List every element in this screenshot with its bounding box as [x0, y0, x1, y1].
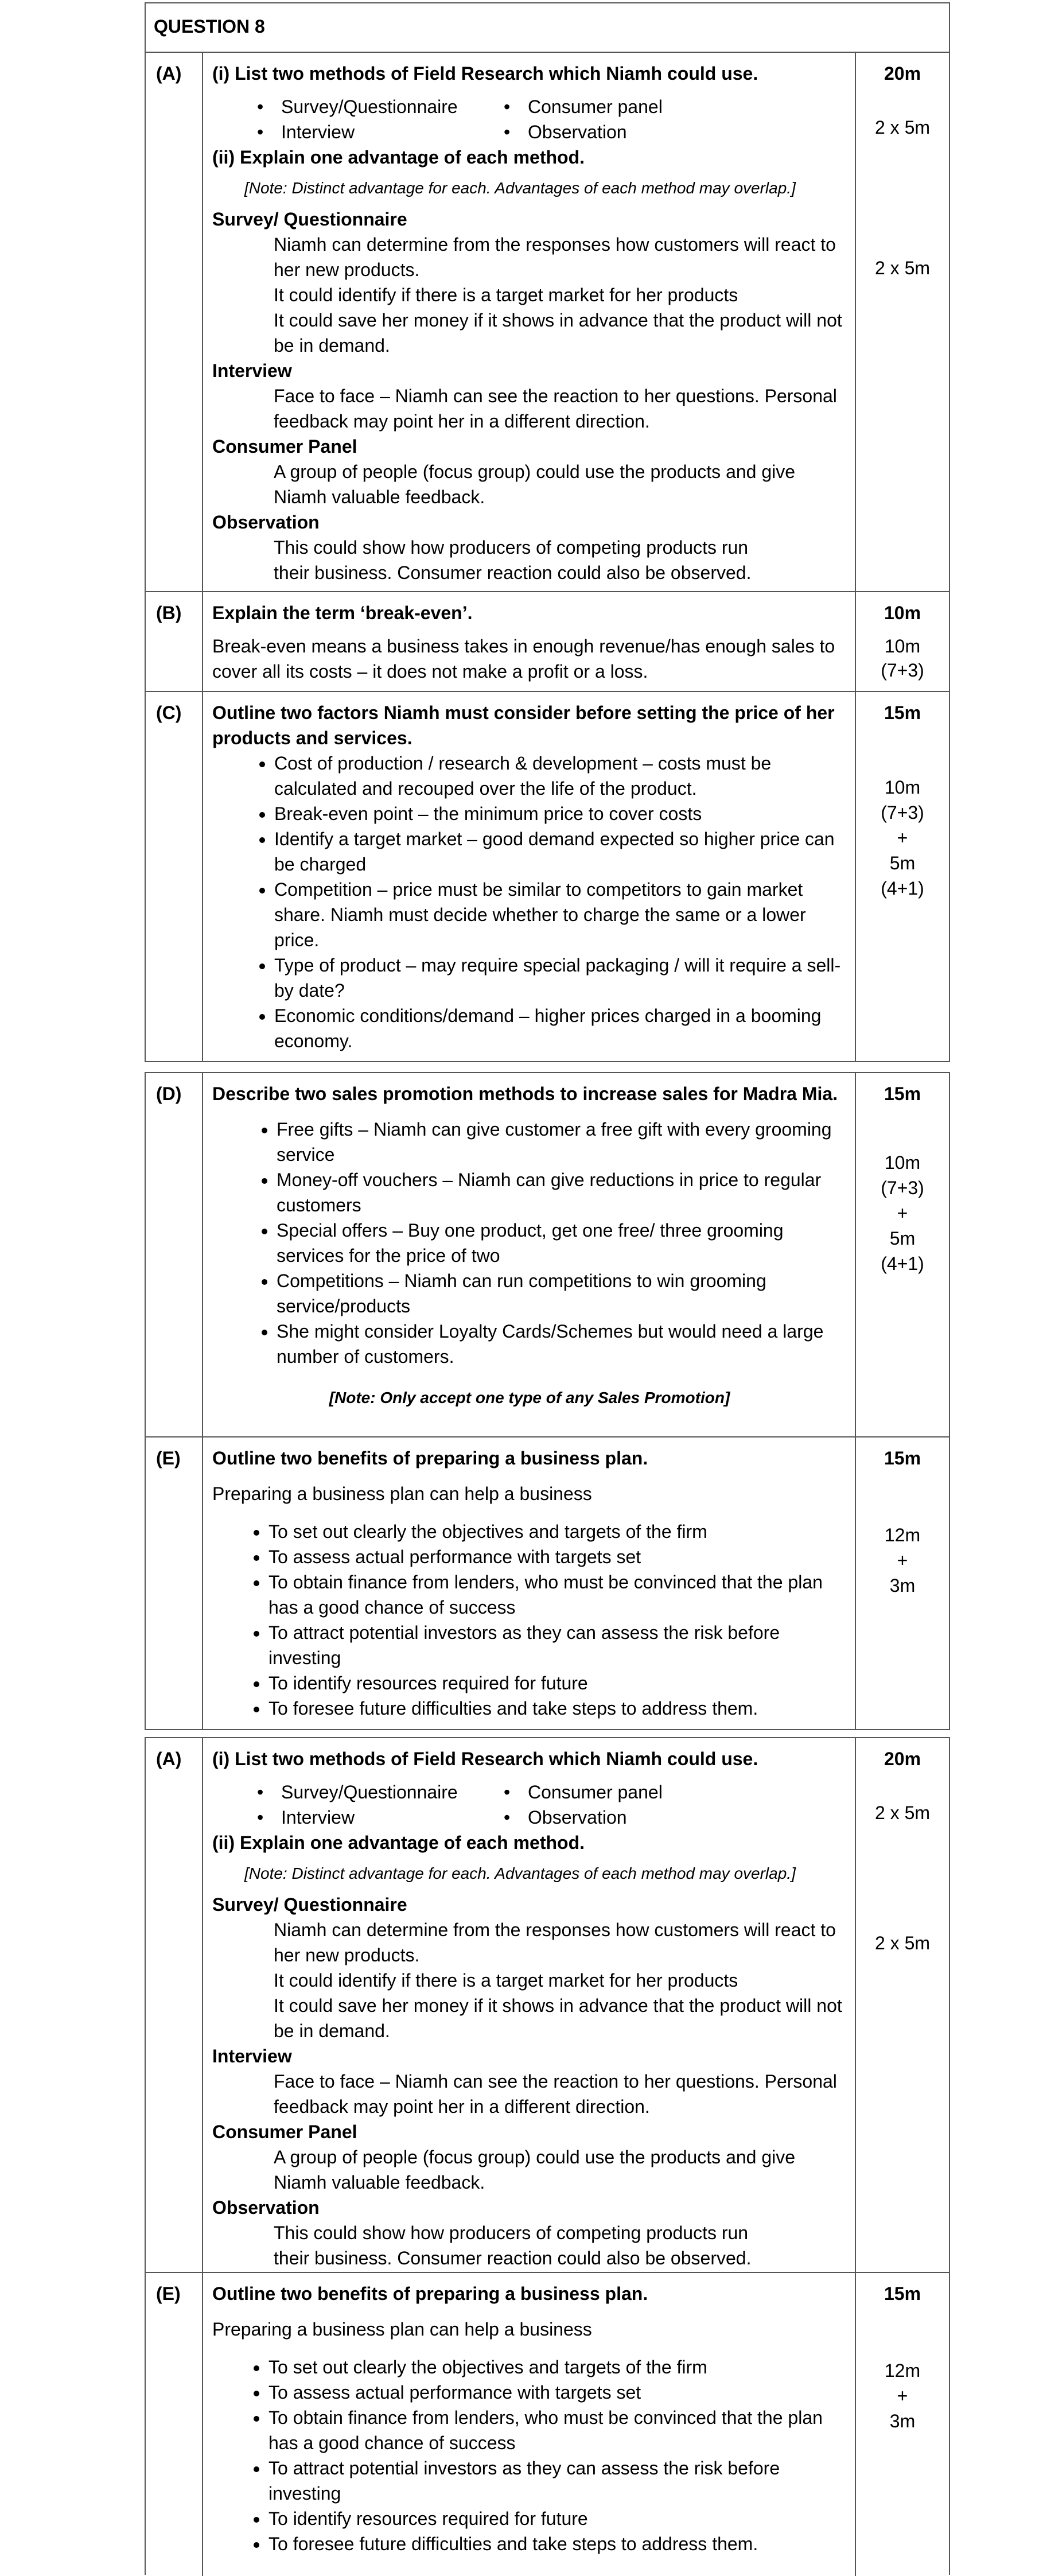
pricing-factors-list	[212, 751, 847, 1054]
method-item: • Consumer panel	[528, 1780, 775, 1805]
marks-breakdown: 5m	[889, 1228, 916, 1249]
marks-total: 20m	[884, 1749, 921, 1769]
list-item: • Economic conditions/demand – higher prices charged in a booming economy.	[274, 1003, 847, 1054]
marks-breakdown: (4+1)	[881, 1253, 924, 1274]
marks-total: 15m	[884, 702, 921, 723]
part-a-question-1: (i) List two methods of Field Research which Niamh could use.	[212, 63, 758, 84]
part-e-question: Outline two benefits of preparing a business plan.	[212, 1448, 648, 1468]
part-e-marks	[856, 2273, 949, 2576]
part-b-answer: Break-even means a business takes in enough revenue/has enough sales to cover all its costs – it does not make a profit or a loss.	[212, 636, 835, 682]
marks-breakdown: +	[897, 827, 908, 848]
marks-breakdown: 2 x 5m	[874, 1802, 931, 1823]
method-item: • Interview	[281, 1805, 528, 1830]
list-item: • Free gifts – Niamh can give customer a free gift with every grooming service	[277, 1117, 847, 1167]
marks-total: 10m	[884, 603, 921, 623]
marks-breakdown: (7+3)	[881, 802, 924, 823]
survey-heading: Survey/ Questionnaire	[212, 209, 407, 230]
part-e-marks	[856, 1437, 949, 1729]
part-d-content	[203, 1073, 856, 1436]
observation-text: This could show how producers of competing products run their business. Consumer reaction could also be observed.	[274, 537, 752, 583]
part-b-marks	[856, 592, 949, 691]
part-e-intro: Preparing a business plan can help a business	[212, 1483, 592, 1504]
marks-breakdown: 3m	[889, 1575, 916, 1596]
observation-heading: Observation	[212, 512, 320, 533]
panel-text: A group of people (focus group) could use the products and give Niamh valuable feedback.	[274, 461, 796, 507]
list-item: • Money-off vouchers – Niamh can give reductions in price to regular customers	[277, 1167, 847, 1218]
marks-total: 15m	[884, 2283, 921, 2304]
survey-line: Niamh can determine from the responses how customers will react to her new products.	[274, 234, 836, 280]
list-item: • To identify resources required for future	[268, 1670, 847, 1696]
list-item: • Type of product – may require special packaging / will it require a sell-by date?	[274, 953, 847, 1003]
marks-breakdown: 2 x 5m	[874, 117, 931, 138]
marks-breakdown: +	[897, 1550, 908, 1571]
marks-breakdown: 10m	[884, 777, 921, 798]
methods-list	[212, 94, 847, 145]
method-item: • Survey/Questionnaire	[281, 94, 528, 119]
part-d-marks	[856, 1073, 949, 1436]
part-e-row-repeat	[146, 2272, 949, 2576]
list-item: • To assess actual performance with targets set	[268, 2380, 847, 2405]
part-e-row	[146, 1436, 949, 1729]
list-item: • To attract potential investors as they can assess the risk before investing	[268, 1620, 847, 1670]
method-item: • Interview	[281, 119, 528, 145]
list-item: • Cost of production / research & development – costs must be calculated and recouped over the life of the product.	[274, 751, 847, 801]
part-e-content	[203, 2273, 856, 2576]
marks-total: 15m	[884, 1448, 921, 1468]
marks-breakdown: +	[897, 1203, 908, 1223]
marks-breakdown: 2 x 5m	[874, 258, 931, 278]
marks-breakdown: (4+1)	[881, 878, 924, 899]
promotion-methods-list	[212, 1117, 847, 1369]
part-a-note: [Note: Distinct advantage for each. Advantages of each method may overlap.]	[244, 179, 796, 197]
part-a-question-1: (i) List two methods of Field Research which Niamh could use.	[212, 1749, 758, 1769]
list-item: • Identify a target market – good demand expected so higher price can be charged	[274, 826, 847, 877]
interview-heading: Interview	[212, 360, 292, 381]
marks-breakdown: 12m	[884, 1525, 921, 1545]
part-c-question: Outline two factors Niamh must consider before setting the price of her products and services.	[212, 702, 835, 748]
marks-breakdown: (7+3)	[881, 660, 924, 681]
list-item: • To set out clearly the objectives and targets of the firm	[268, 2354, 847, 2380]
part-b-question: Explain the term ‘break-even’.	[212, 603, 473, 623]
part-c-row	[146, 691, 949, 1061]
part-e-intro: Preparing a business plan can help a business	[212, 2319, 592, 2340]
list-item: • She might consider Loyalty Cards/Schemes but would need a large number of customers.	[277, 1319, 847, 1369]
part-a-question-2: (ii) Explain one advantage of each method.	[212, 147, 585, 168]
method-item: • Observation	[528, 1805, 775, 1830]
part-a-question-2: (ii) Explain one advantage of each method.	[212, 1832, 585, 1853]
part-b-content	[203, 592, 856, 691]
part-d-note: [Note: Only accept one type of any Sales Promotion]	[329, 1389, 730, 1406]
part-d-question: Describe two sales promotion methods to increase sales for Madra Mia.	[212, 1083, 838, 1104]
part-c-content	[203, 692, 856, 1061]
list-item: • To identify resources required for future	[268, 2506, 847, 2531]
method-item: • Survey/Questionnaire	[281, 1780, 528, 1805]
list-item: • Break-even point – the minimum price to cover costs	[274, 801, 847, 826]
panel-text: A group of people (focus group) could use the products and give Niamh valuable feedback.	[274, 2147, 796, 2193]
interview-text: Face to face – Niamh can see the reaction to her questions. Personal feedback may point her in a different direction.	[274, 2071, 837, 2117]
observation-heading: Observation	[212, 2197, 320, 2218]
marks-breakdown: 2 x 5m	[874, 1933, 931, 1953]
marks-breakdown: 3m	[889, 2411, 916, 2431]
method-item: • Observation	[528, 119, 775, 145]
part-e-label: (E)	[146, 1437, 203, 1729]
survey-heading: Survey/ Questionnaire	[212, 1894, 407, 1915]
interview-heading: Interview	[212, 2046, 292, 2066]
survey-line: It could save her money if it shows in advance that the product will not be in demand.	[274, 1995, 842, 2041]
list-item: • To obtain finance from lenders, who must be convinced that the plan has a good chance of success	[268, 2405, 847, 2455]
part-e-label: (E)	[146, 2273, 203, 2576]
part-c-label: (C)	[146, 692, 203, 1061]
marks-total: 15m	[884, 1083, 921, 1104]
panel-heading: Consumer Panel	[212, 436, 357, 457]
panel-heading: Consumer Panel	[212, 2122, 357, 2142]
marking-scheme-table-2	[145, 1072, 950, 1730]
interview-text: Face to face – Niamh can see the reaction to her questions. Personal feedback may point her in a different direction.	[274, 386, 837, 432]
marks-total: 20m	[884, 63, 921, 84]
part-b-label: (B)	[146, 592, 203, 691]
survey-line: Niamh can determine from the responses how customers will react to her new products.	[274, 1920, 836, 1965]
part-a-row	[146, 52, 949, 591]
marks-breakdown: 12m	[884, 2360, 921, 2381]
marks-breakdown: (7+3)	[881, 1178, 924, 1198]
survey-line: It could identify if there is a target market for her products	[274, 1970, 738, 1991]
part-d-row	[146, 1073, 949, 1436]
part-e-content	[203, 1437, 856, 1729]
methods-list	[212, 1780, 847, 1830]
list-item: • To attract potential investors as they can assess the risk before investing	[268, 2455, 847, 2506]
list-item: • Competition – price must be similar to competitors to gain market share. Niamh must decide whether to charge the same or a lower price.	[274, 877, 847, 953]
marks-breakdown: 10m	[884, 636, 921, 656]
benefits-list	[212, 2354, 847, 2556]
marks-breakdown: 5m	[889, 853, 916, 873]
list-item: • To assess actual performance with targets set	[268, 1544, 847, 1569]
list-item: • Special offers – Buy one product, get one free/ three grooming services for the price of two	[277, 1218, 847, 1268]
list-item: • To foresee future difficulties and take steps to address them.	[268, 1696, 847, 1721]
part-d-label: (D)	[146, 1073, 203, 1436]
part-a-marks	[856, 1738, 949, 2272]
part-c-marks	[856, 692, 949, 1061]
marking-scheme-table-3	[145, 1737, 950, 2575]
part-a-label: (A)	[146, 53, 203, 591]
survey-line: It could identify if there is a target market for her products	[274, 285, 738, 305]
marks-breakdown: +	[897, 2385, 908, 2406]
list-item: • Competitions – Niamh can run competitions to win grooming service/products	[277, 1268, 847, 1319]
part-e-question: Outline two benefits of preparing a business plan.	[212, 2283, 648, 2304]
question-title: QUESTION 8	[154, 16, 265, 37]
list-item: • To foresee future difficulties and take steps to address them.	[268, 2531, 847, 2556]
survey-line: It could save her money if it shows in advance that the product will not be in demand.	[274, 310, 842, 356]
part-a-marks	[856, 53, 949, 591]
observation-text: This could show how producers of competing products run their business. Consumer reaction could also be observed.	[274, 2223, 752, 2268]
marking-scheme-table-1	[145, 2, 950, 1062]
part-a-content	[203, 1738, 856, 2272]
marks-breakdown: 10m	[884, 1152, 921, 1173]
part-a-label: (A)	[146, 1738, 203, 2272]
part-a-note: [Note: Distinct advantage for each. Advantages of each method may overlap.]	[244, 1864, 796, 1882]
part-a-row-repeat	[146, 1738, 949, 2272]
list-item: • To set out clearly the objectives and targets of the firm	[268, 1519, 847, 1544]
list-item: • To obtain finance from lenders, who must be convinced that the plan has a good chance of success	[268, 1569, 847, 1620]
method-item: • Consumer panel	[528, 94, 775, 119]
part-a-content	[203, 53, 856, 591]
benefits-list	[212, 1519, 847, 1721]
part-b-row	[146, 591, 949, 691]
